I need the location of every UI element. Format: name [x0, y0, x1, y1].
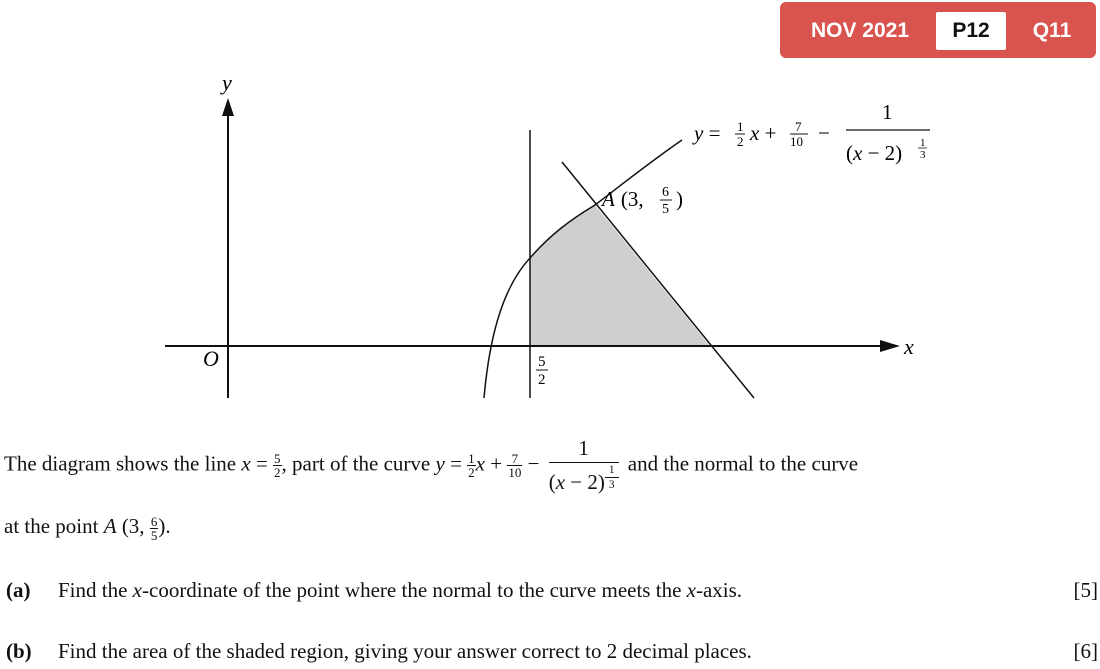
session-badge: NOV 2021: [810, 19, 910, 42]
curve-exp-num: 1: [920, 137, 926, 149]
point-a-frac-num: 6: [662, 185, 669, 200]
question-part-b: [6, 639, 1100, 667]
curve-frac2-den: 10: [790, 134, 803, 149]
stem-point-name: A: [103, 514, 117, 538]
question-stem-line-2: [4, 514, 171, 542]
x-axis-label: x: [904, 334, 914, 359]
stem-point-frac: $\frac{6}{5}$: [150, 513, 158, 543]
curve-big-num: 1: [882, 100, 893, 124]
point-a-close: ): [676, 187, 683, 211]
line-label-den: 2: [538, 372, 546, 388]
curve-frac1-num: 1: [737, 119, 744, 134]
point-a-label: A (3,: [602, 187, 644, 211]
stem-line-frac: $\frac{5}{2}$: [274, 451, 281, 481]
shaded-region: [530, 205, 710, 346]
question-stem-line-1: The diagram shows the line x = $\frac{5}{2}$ , part of the curve y = $\frac{1}{2}$ x + $\frac{7}{10}$ − 1 (x − 2) $^{\frac{1}{3}}$ and the normal to the curve: [4, 436, 859, 495]
curve-eq-mid: x +: [750, 121, 777, 145]
part-b-marks: [6]: [1073, 639, 1098, 663]
stem-part4: at the point: [4, 514, 104, 538]
x-axis-arrowhead: [880, 340, 900, 352]
curve-eq-minus: −: [818, 121, 830, 145]
stem-point-open: (3,: [121, 514, 150, 538]
origin-label: O: [203, 346, 219, 371]
stem-part2: , part of the curve: [281, 451, 436, 476]
part-a-marks: [5]: [1073, 578, 1098, 602]
part-a-letter: (a): [6, 578, 31, 602]
y-axis-arrowhead: [222, 98, 234, 116]
line-label-num: 5: [538, 354, 546, 370]
part-b-letter: (b): [6, 639, 32, 663]
question-badge: Q11: [1032, 19, 1072, 42]
y-axis-label: y: [222, 70, 232, 95]
curve-eq-lhs: y =: [694, 121, 721, 145]
stem-curve-var: y: [435, 451, 445, 476]
curve-exp-den: 3: [920, 149, 926, 161]
point-a-frac-den: 5: [662, 202, 669, 217]
paper-badge: P12: [936, 12, 1006, 50]
question-part-a: [6, 578, 1100, 606]
stem-point-close: ).: [158, 514, 171, 538]
part-b-text: Find the area of the shaded region, giving your answer correct to 2 decimal places.: [58, 639, 752, 663]
curve-big-den: (x − 2): [846, 141, 903, 165]
stem-frac2: $\frac{7}{10}$: [508, 451, 522, 481]
stem-big-frac: 1 (x − 2) $^{\frac{1}{3}}$: [549, 436, 619, 495]
curve-frac1-den: 2: [737, 134, 744, 149]
stem-minus: −: [527, 451, 540, 476]
part-a-text: Find the x-coordinate of the point where the normal to the curve meets the x-axis.: [58, 578, 743, 602]
stem-frac1: $\frac{1}{2}$: [468, 451, 475, 481]
stem-part1: The diagram shows the line: [4, 451, 242, 476]
stem-part3: and the normal to the curve: [627, 451, 859, 476]
stem-line-var: x: [241, 451, 251, 476]
curve-frac2-num: 7: [795, 119, 802, 134]
